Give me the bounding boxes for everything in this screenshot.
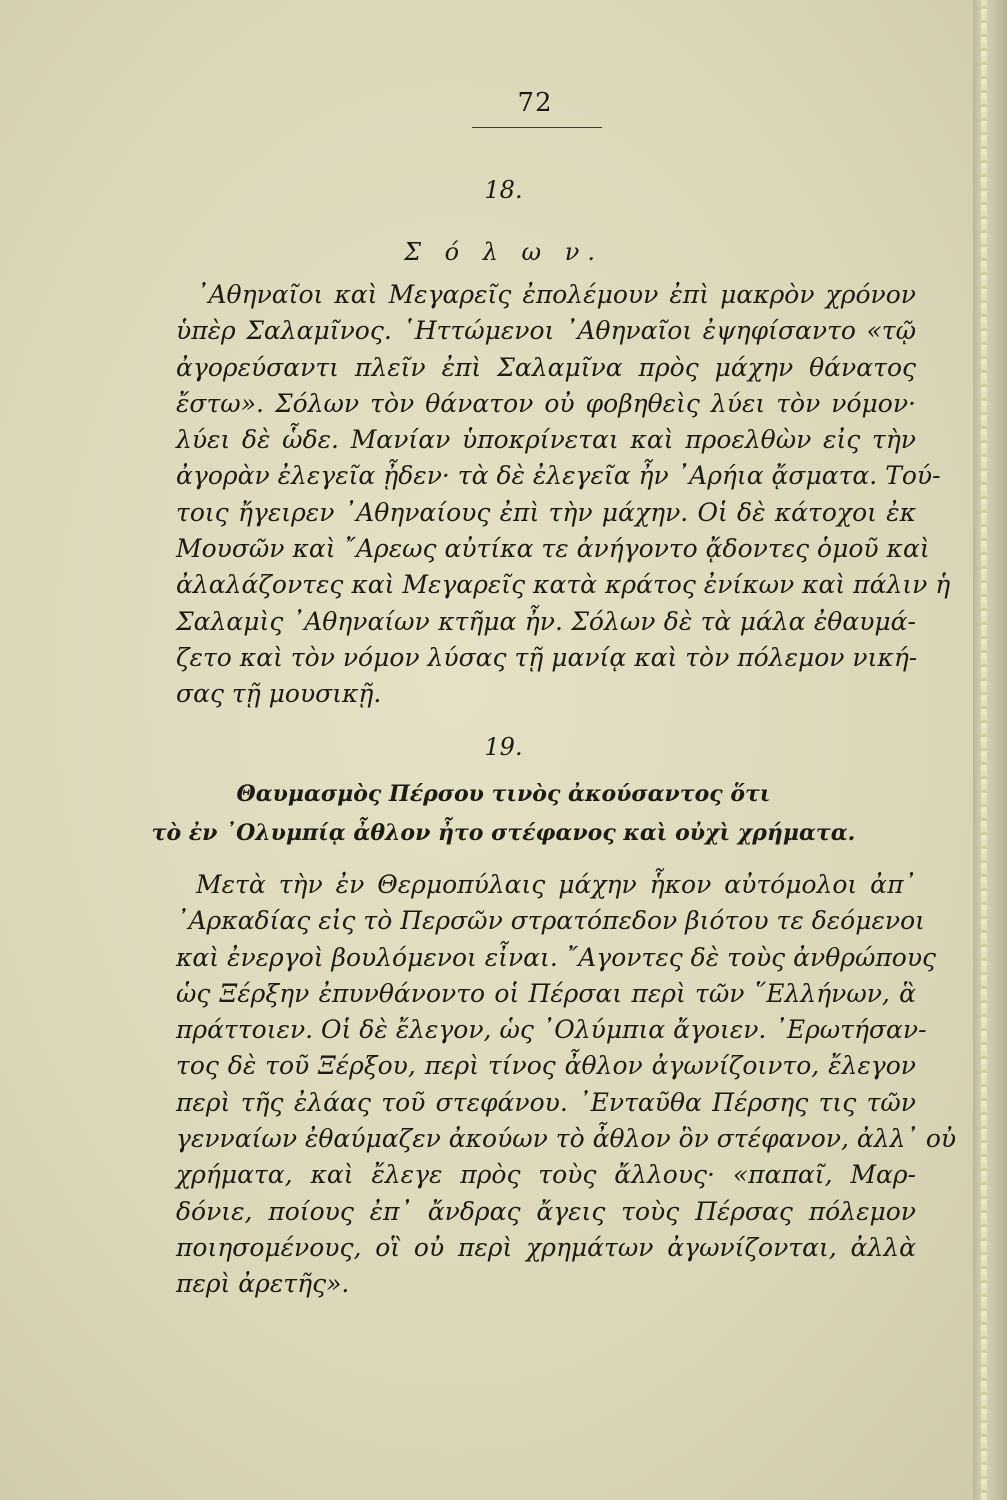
text-line: σας τῇ μουσικῇ.: [176, 679, 382, 709]
text-line: περὶ τῆς ἐλάας τοῦ στεφάνου. ᾿Ενταῦθα Πέρσης τις τῶν: [176, 1087, 916, 1117]
text-line: καὶ ἐνεργοὶ βουλόμενοι εἶναι. ῎Αγοντες δὲ τοὺς ἀνθρώπους: [176, 942, 937, 972]
section-19-heading-line-2: τὸ ἐν ᾿Ολυμπίᾳ ἆθλον ἦτο στέφανος καὶ οὐχὶ χρήματα.: [151, 820, 856, 846]
section-19-paragraph: [176, 867, 957, 1303]
text-line: ἀλαλάζοντες καὶ Μεγαρεῖς κατὰ κράτος ἐνίκων καὶ πάλιν ἡ: [176, 570, 951, 600]
section-18-paragraph: [176, 277, 951, 713]
text-line: Μετὰ τὴν ἐν Θερμοπύλαις μάχην ἧκον αὐτόμολοι ἀπ᾿: [196, 870, 916, 899]
text-line: τος δὲ τοῦ Ξέρξου, περὶ τίνος ἆθλον ἀγωνίζοιντο, ἔλεγον: [176, 1051, 916, 1081]
text-line: ἀγορὰν ἐλεγεῖα ᾖδεν· τὰ δὲ ἐλεγεῖα ἦν ᾿Αρήια ᾄσματα. Τού-: [176, 461, 941, 491]
text-line: ὡς Ξέρξην ἐπυνθάνοντο οἱ Πέρσαι περὶ τῶν ῞Ελλήνων, ἃ: [176, 978, 916, 1008]
text-line: δόνιε, ποίους ἐπ᾿ ἄνδρας ἄγεις τοὺς Πέρσας πόλεμον: [176, 1196, 916, 1226]
page-number: 72: [517, 88, 553, 118]
text-line: ποιησομένους, οἳ οὐ περὶ χρημάτων ἀγωνίζονται, ἀλλὰ: [176, 1232, 916, 1262]
text-line: τοις ἤγειρεν ᾿Αθηναίους ἐπὶ τὴν μάχην. Οἱ δὲ κάτοχοι ἐκ: [176, 497, 916, 527]
text-line: Μουσῶν καὶ ῎Αρεως αὐτίκα τε ἀνήγοντο ᾄδοντες ὁμοῦ καὶ: [176, 534, 930, 564]
text-line: ᾿Αρκαδίας εἰς τὸ Περσῶν στρατόπεδον βιότου τε δεόμενοι: [176, 906, 925, 936]
page-number-rule: [472, 127, 602, 128]
text-line: Σαλαμὶς ᾿Αθηναίων κτῆμα ἦν. Σόλων δὲ τὰ μάλα ἐθαυμά-: [176, 606, 916, 636]
text-line: ζετο καὶ τὸν νόμον λύσας τῇ μανίᾳ καὶ τὸν πόλεμον νική-: [176, 642, 918, 672]
text-line: πράττοιεν. Οἱ δὲ ἔλεγον, ὡς ᾿Ολύμπια ἄγοιεν. ᾿Ερωτήσαν-: [176, 1015, 927, 1045]
text-line: περὶ ἀρετῆς».: [176, 1269, 350, 1299]
text-line: λύει δὲ ὧδε. Μανίαν ὑποκρίνεται καὶ προελθὼν εἰς τὴν: [176, 425, 916, 455]
section-19-heading-line-1: Θαυμασμὸς Πέρσου τινὸς ἀκούσαντος ὅτι: [236, 781, 771, 807]
text-line: χρήματα, καὶ ἔλεγε πρὸς τοὺς ἄλλους· «παπαῖ, Μαρ-: [176, 1160, 916, 1190]
section-18-number: 18.: [484, 176, 523, 204]
text-line: ᾿Αθηναῖοι καὶ Μεγαρεῖς ἐπολέμουν ἐπὶ μακρὸν χρόνον: [196, 280, 916, 309]
text-line: ὑπὲρ Σαλαμῖνος. ῾Ηττώμενοι ᾿Αθηναῖοι ἐψηφίσαντο «τῷ: [176, 316, 916, 346]
text-line: γενναίων ἐθαύμαζεν ἀκούων τὸ ἆθλον ὃν στέφανον, ἀλλ᾿ οὐ: [176, 1124, 957, 1154]
section-19-number: 19.: [484, 733, 523, 761]
section-18-title: Σ ό λ ω ν.: [404, 238, 603, 266]
text-line: ἀγορεύσαντι πλεῖν ἐπὶ Σαλαμῖνα πρὸς μάχην θάνατος: [176, 352, 916, 382]
text-line: ἔστω». Σόλων τὸν θάνατον οὐ φοβηθεὶς λύει τὸν νόμον·: [176, 388, 916, 418]
